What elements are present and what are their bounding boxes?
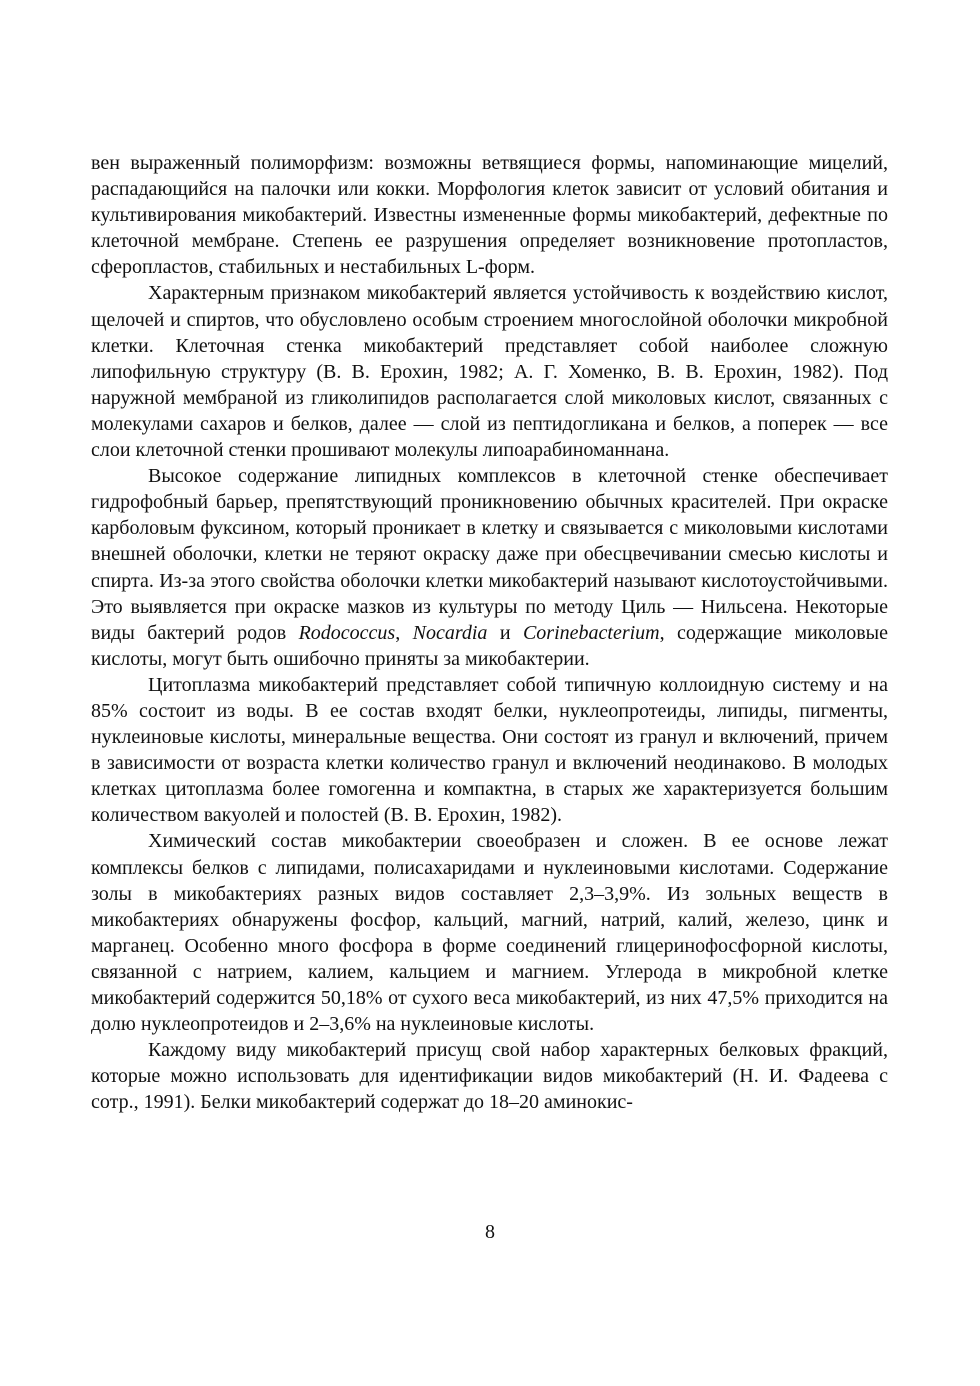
page-number: 8 [485, 1221, 495, 1243]
paragraph [91, 672, 888, 829]
paragraph [91, 280, 888, 463]
paragraph-text: Цитоплазма микобактерий представляет собой типичную коллоидную систему и на 85% состоит из воды. В ее состав входят белки, нуклеопротеиды, липиды, пигменты, нуклеиновые кислоты, минеральные вещества. Они состоят из гранул и включений, причем в зависимости от возраста клетки количество гранул и включений неодинаково. В молодых клетках цитоплазма более гомогенна и компактна, в старых же характеризуется большим количеством вакуолей и полостей (В. В. Ерохин, 1982). [91, 673, 888, 827]
paragraph [91, 828, 888, 1037]
body-text [91, 150, 888, 1115]
paragraph-text: Химический состав микобактерии своеобразен и сложен. В ее основе лежат комплексы белков с липидами, полисахаридами и нуклеиновыми кислотами. Содержание золы в микобактериях разных видов составляет 2,3–3,9%. Из зольных веществ в микобактериях обнаружены фосфор, кальций, магний, натрий, калий, железо, цинк и марганец. Особенно много фосфора в форме соединений глицеринофосфорной кислоты, связанной с натрием, калием, кальцием и магнием. Углерода в микробной клетке микобактерий содержится 50,18% от сухого веса микобактерий, из них 47,5% приходится на долю нуклеопротеидов и 2–3,6% на нуклеиновые кислоты. [91, 830, 888, 1036]
paragraph [91, 1037, 888, 1115]
paragraph-text: , содержащие миколовые кислоты, могут быть ошибочно приняты за микобактерии. [91, 621, 888, 670]
italic-term: Nocardia [412, 621, 488, 644]
paragraph-text: вен выраженный полиморфизм: возможны ветвящиеся формы, напоминающие мицелий, распадающийся на палочки или кокки. Морфология клеток зависит от условий обитания и культивирования микобактерий. Известны измененные формы микобактерий, дефектные по клеточной мембране. Степень ее разрушения определяет возникновение протопластов, сферопластов, стабильных и нестабильных L-форм. [91, 152, 888, 279]
italic-term: Corinebacterium [522, 621, 660, 644]
paragraph [91, 463, 888, 672]
paragraph-text: Характерным признаком микобактерий является устойчивость к воздействию кислот, щелочей и спиртов, что обусловлено особым строением многослойной оболочки микробной клетки. Клеточная стенка микобактерий представляет собой наиболее сложную липофильную структуру (В. В. Ерохин, 1982; А. Г. Хоменко, В. В. Ерохин, 1982). Под наружной мембраной из гликолипидов располагается слой миколовых кислот, связанных с молекулами сахаров и белков, далее — слой из пептидогликана и белков, а поперек — все слои клеточной стенки прошивают молекулы липоарабиноманнана. [91, 282, 888, 462]
paragraph-text: Каждому виду микобактерий присущ свой набор характерных белковых фракций, которые можно использовать для идентификации видов микобактерий (Н. И. Фадеева с сотр., 1991). Белки микобактерий содержат до 18–20 аминокис- [91, 1039, 888, 1114]
paragraph-text: , [395, 621, 413, 644]
paragraph-text: Высокое содержание липидных комплексов в клеточной стенке обеспечивает гидрофобный барьер, препятствующий проникновению обычных красителей. При окраске карболовым фуксином, который проникает в клетку и связывается с миколовыми кислотами внешней оболочки, клетки не теряют окраску даже при обесцвечивании смесью кислоты и спирта. Из-за этого свойства оболочки клетки микобактерий называют кислотоустойчивыми. Это выявляется при окраске мазков из культуры по методу Циль — Нильсена. Некоторые виды бактерий родов [91, 465, 888, 644]
paragraph-text: и [487, 621, 523, 644]
italic-term: Rodococcus [298, 621, 396, 644]
paragraph [91, 150, 888, 280]
